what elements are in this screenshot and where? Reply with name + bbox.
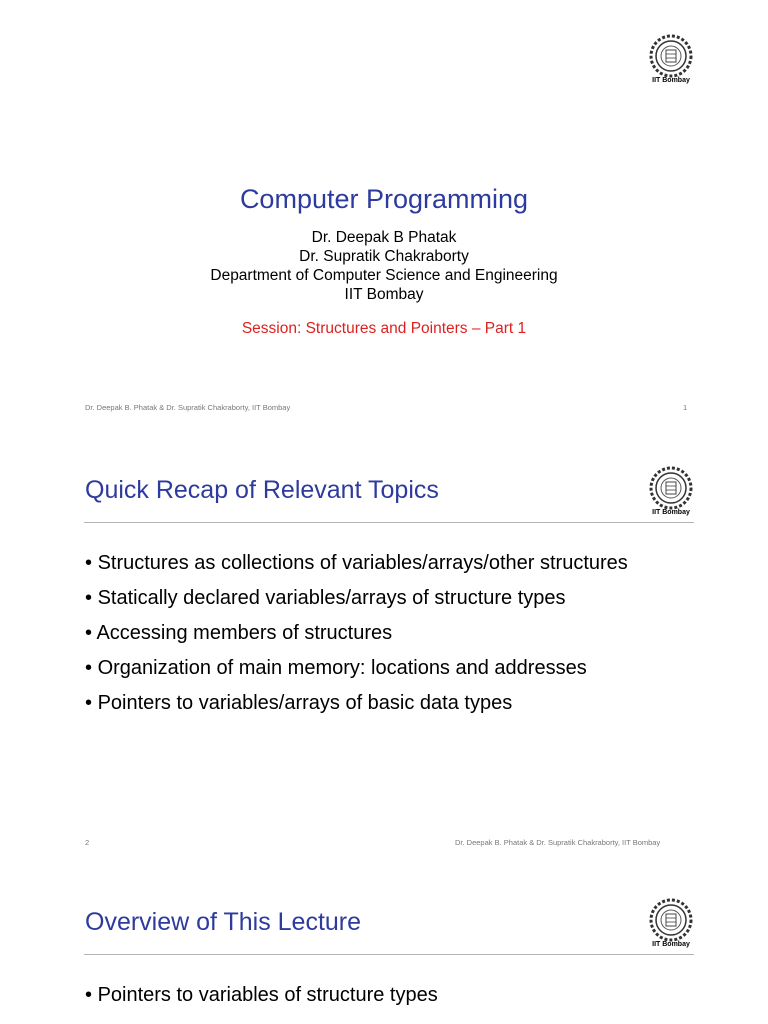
iit-bombay-logo <box>641 34 701 84</box>
slide-3 <box>0 864 768 1024</box>
list-item: • Statically declared variables/arrays of structure types <box>85 585 685 612</box>
slide-1 <box>0 0 768 432</box>
institute: IIT Bombay <box>344 286 424 303</box>
author-block <box>0 228 768 304</box>
department: Department of Computer Science and Engineering <box>210 267 558 284</box>
slide-2 <box>0 432 768 864</box>
iit-seal-icon <box>649 466 693 510</box>
iit-seal-icon <box>649 898 693 942</box>
page-number: 2 <box>85 838 90 847</box>
list-item: • Organization of main memory: locations and addresses <box>85 655 685 682</box>
title-divider <box>84 522 694 523</box>
title-divider <box>84 954 694 955</box>
logo-caption: IIT Bombay <box>652 941 690 948</box>
logo-caption: IIT Bombay <box>652 509 690 516</box>
slide-title: Quick Recap of Relevant Topics <box>85 476 439 504</box>
author-1: Dr. Deepak B Phatak <box>311 229 457 246</box>
iit-bombay-logo <box>641 466 701 516</box>
page-number: 1 <box>683 403 688 412</box>
logo-caption: IIT Bombay <box>652 77 690 84</box>
list-item: • Accessing members of structures <box>85 620 685 647</box>
author-2: Dr. Supratik Chakraborty <box>299 248 469 265</box>
list-item: • Pointers to variables/arrays of basic data types <box>85 690 685 717</box>
list-item: • Structures as collections of variables/arrays/other structures <box>85 550 685 577</box>
slide-footer: Dr. Deepak B. Phatak & Dr. Supratik Chakraborty, IIT Bombay <box>85 403 291 412</box>
bullet-list <box>85 982 685 1017</box>
slide-title: Overview of This Lecture <box>85 908 362 936</box>
slide-footer: Dr. Deepak B. Phatak & Dr. Supratik Chakraborty, IIT Bombay <box>455 838 661 847</box>
presentation-title: Computer Programming <box>239 184 529 214</box>
bullet-list <box>85 550 685 725</box>
iit-seal-icon <box>649 34 693 78</box>
session-title: Session: Structures and Pointers – Part 1 <box>241 320 527 337</box>
list-item: • Pointers to variables of structure types <box>85 982 685 1009</box>
iit-bombay-logo <box>641 898 701 948</box>
